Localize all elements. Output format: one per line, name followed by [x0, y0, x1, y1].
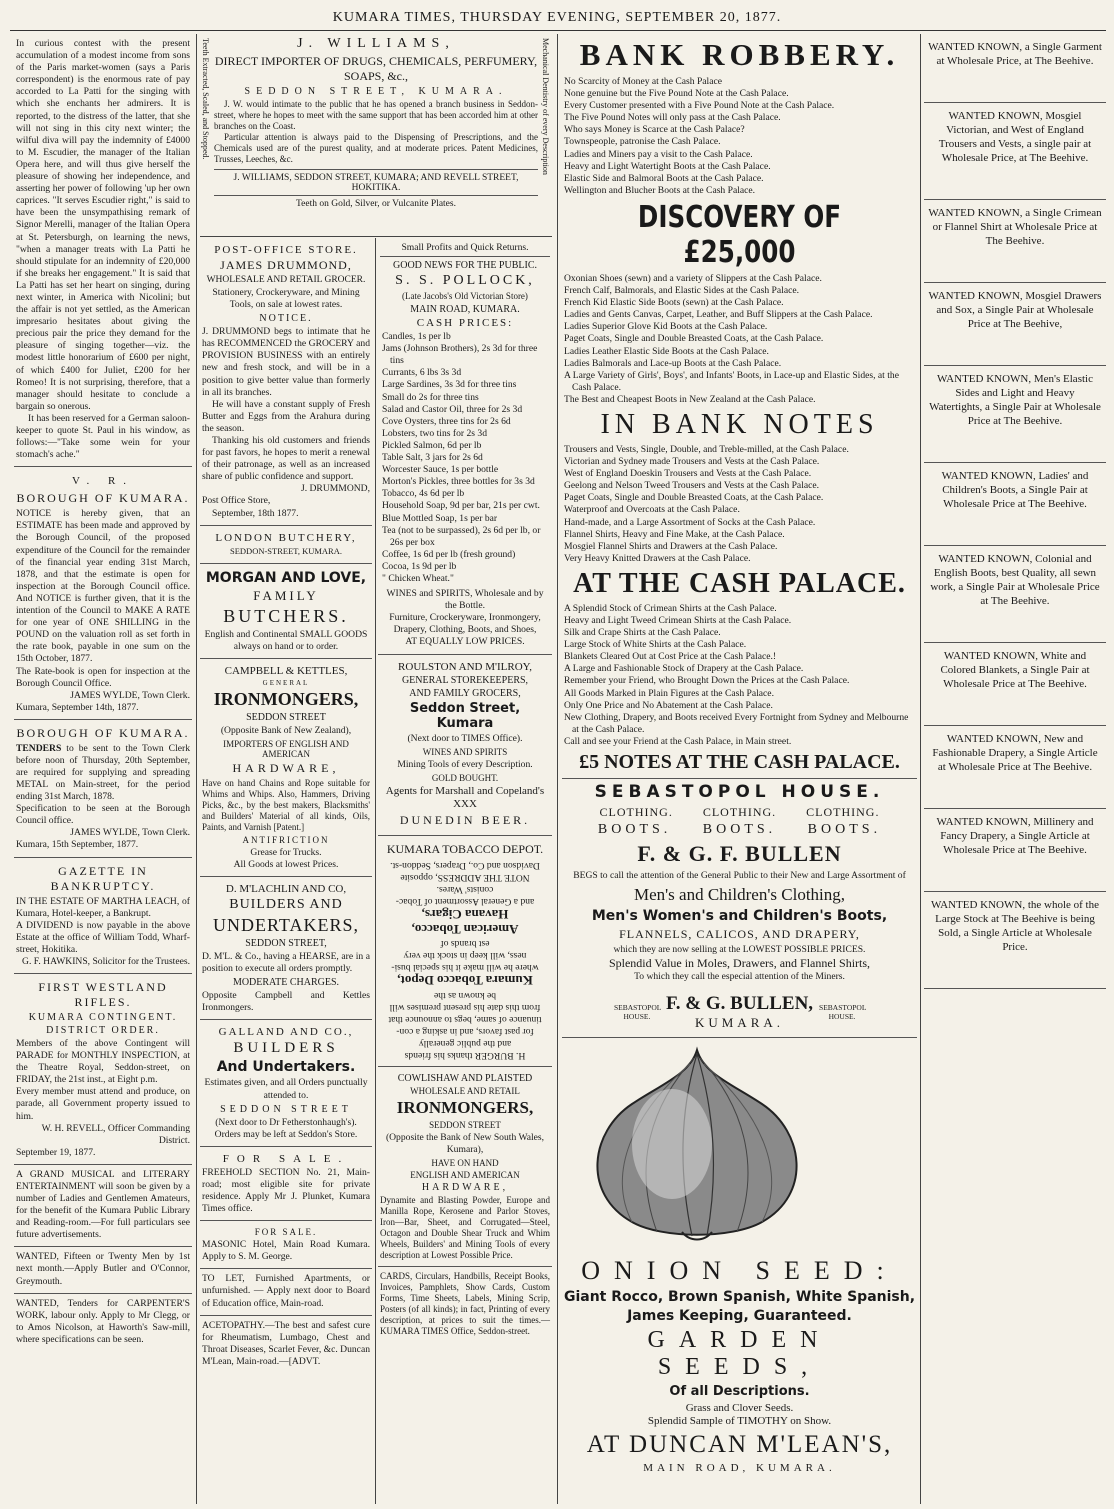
borough-tenders — [14, 720, 192, 858]
column-rule — [920, 34, 921, 1504]
list-item: Townspeople, patronise the Cash Palace. — [564, 136, 721, 148]
ad-body: Small Profits and Quick Returns. — [401, 242, 529, 253]
ad-sub: SEDDON STREET — [246, 711, 326, 723]
ad-sub: BUILDERS — [233, 1040, 339, 1057]
ad-body: WINES and SPIRITS, Wholesale and by the Bottle. — [386, 588, 544, 612]
tobacco-depot-ad — [378, 836, 552, 1067]
ad-sub: IRONMONGERS, — [396, 1097, 534, 1117]
column-4-wanted — [924, 34, 1106, 1504]
morgan-love-ad — [200, 564, 372, 659]
ad-body: He will have a constant supply of Fresh Butter and Eggs from the Arahura during the season. — [202, 398, 370, 434]
ad-body: English and Continental SMALL GOODS always on hand or to order. — [204, 628, 368, 652]
list-item: Heavy and Light Tweed Crimean Shirts at the Cash Palace. — [564, 615, 792, 626]
mclachlin-ad — [200, 877, 372, 1020]
garden-timothy: Splendid Sample of TIMOTHY on Show. — [647, 1415, 832, 1428]
list-item: The Five Pound Notes will only pass at the Cash Palace. — [564, 112, 781, 124]
ad-sub: MAIN ROAD, KUMARA. — [410, 304, 520, 316]
list-item: Blankets Cleared Out at Cost Price at the Cash Palace.! — [564, 651, 777, 663]
ad-body: Mining Tools of every Description. — [397, 758, 533, 770]
ad-sub: HARDWARE, — [232, 760, 340, 775]
list-item: Ladies Superior Glove Kid Boots at the Cash Palace. — [564, 321, 768, 333]
wanted-known-ad: WANTED KNOWN, Millinery and Fancy Drapery, a Single Article at Wholesale Price at The Beehive. — [924, 809, 1106, 892]
list-item: Elastic Side and Balmoral Boots at the Cash Palace. — [564, 172, 764, 184]
column-1 — [14, 34, 192, 1504]
wanted-known-ad: WANTED KNOWN, New and Fashionable Drapery, a Single Article at Wholesale Price at The Beehive. — [924, 726, 1106, 809]
london-butchery-ad — [200, 526, 372, 564]
williams-body: Particular attention is always paid to the Dispensing of Prescriptions, and the Chemicals used are of the purest quality, and at moderate prices. Patent Medicines, Trusses, Leeches, &c. — [214, 132, 538, 164]
wanted-known-ad: WANTED KNOWN, the whole of the Large Stock at The Beehive is being Sold, a Single Article at Wholesale Price. — [924, 892, 1106, 989]
ad-sub: WINES AND SPIRITS — [422, 746, 508, 757]
ad-body: (Opposite Bank of New Zealand), — [220, 724, 352, 736]
duncan-heading: AT DUNCAN M'LEAN'S, — [586, 1431, 893, 1459]
ad-title: GALLAND AND CO., — [218, 1026, 354, 1039]
bullen-miners: To which they call the especial attention of the Miners. — [634, 971, 845, 983]
wanted-known-ad: WANTED KNOWN, Mosgiel Drawers and Sox, a Single Pair at Wholesale Price at The Beehive, — [924, 283, 1106, 366]
ad-body: MASONIC Hotel, Main Road Kumara. Apply to S. M. George. — [202, 1239, 370, 1263]
ad-body: (Next door to TIMES Office). — [407, 732, 523, 744]
for-sale-ad — [200, 1147, 372, 1221]
ad-body: Agents for Marshall and Copeland's XXX — [385, 784, 545, 810]
bullen-mens: Men's and Children's Clothing, — [633, 885, 846, 905]
williams-name: J. WILLIAMS, — [297, 36, 455, 51]
ad-title: KUMARA TOBACCO DEPOT. — [386, 841, 544, 856]
williams-body: J. W. would intimate to the public that he has opened a branch business in Seddon-street, where he hopes to meet with the same support that has been accorded him at other branches on the Coast. — [214, 99, 538, 131]
notice-body: NOTICE is hereby given, that an ESTIMATE has been made and approved by the Borough Council, of the proposed expenditure of the Council for the remainder of the financial year ending 31st March, 1878, and that the estimate is open for inspection at the Borough Council office. And NOTICE is further given, that it is the intention of the Council to MAKE A RATE for one year of ONE SHILLING in the POUND on the valuation roll as set forth in the rate book, payable in one sum on the 15th October, 1877. — [16, 508, 190, 665]
list-item: Oxonian Shoes (sewn) and a variety of Slippers at the Cash Palace. — [564, 272, 822, 284]
ad-sub: IRONMONGERS, — [213, 688, 359, 709]
ad-body: Grease for Trucks. — [250, 846, 322, 858]
list-item: None genuine but the Five Pound Note at the Cash Palace. — [564, 88, 789, 100]
ad-sub: HARDWARE, — [421, 1182, 509, 1194]
list-item: Ladies and Gents Canvas, Carpet, Leather, and Buff Slippers at the Cash Palace. — [564, 309, 873, 321]
wanted-known-ad: WANTED KNOWN, Men's Elastic Sides and Light and Heavy Watertights, a Single Pair at Wholesale Price at The Beehive. — [924, 366, 1106, 463]
list-item: Mosgiel Flannel Shirts and Drawers at the Cash Palace. — [564, 540, 778, 552]
ad-sub: BUILDERS AND — [229, 897, 343, 913]
sebastopol-banner — [562, 993, 917, 1038]
notice-signature: G. F. HAWKINS, Solicitor for the Trustees. — [22, 956, 190, 967]
notice-title: FIRST WESTLAND RIFLES. — [38, 980, 168, 1009]
ad-body: All Goods at lowest Prices. — [233, 858, 339, 870]
ad-sub: DUNEDIN BEER. — [399, 812, 531, 827]
list-item: Remember your Friend, who Brought Down the Prices at the Cash Palace. — [564, 675, 850, 687]
wanted-men-ad: WANTED, Fifteen or Twenty Men by 1st next month.—Apply Butler and O'Connor, Greymouth. — [14, 1247, 192, 1293]
price-item: Tea (not to be surpassed), 2s 6d per lb, or 26s per box — [382, 524, 541, 548]
notice-signature: W. H. REVELL, Officer Commanding District. — [41, 1122, 190, 1146]
ad-sub: IMPORTERS OF ENGLISH AND AMERICAN — [223, 738, 349, 759]
bank-list — [562, 76, 917, 197]
for-sale-masonic-ad — [200, 1221, 372, 1269]
ad-body: Furniture, Crockeryware, Ironmongery, Drapery, Clothing, Boots, and Shoes, — [389, 612, 541, 636]
list-item: Every Customer presented with a Five Pound Note at the Cash Palace. — [564, 100, 835, 112]
ad-sub: GENERAL STOREKEEPERS, — [401, 674, 529, 686]
list-item: Ladies Balmorals and Lace-up Boots at the Cash Palace. — [564, 357, 782, 369]
wanted-known-ad: WANTED KNOWN, White and Colored Blankets, a Single Pair at Wholesale Price at The Beehive. — [924, 643, 1106, 726]
price-item: Worcester Sauce, 1s per bottle — [382, 464, 499, 476]
price-item: Morton's Pickles, three bottles for 3s 3d — [382, 476, 535, 488]
ad-body: Have on hand Chains and Rope suitable for Whims and Whips. Also, Hammers, Driving Picks, &c., by the best makers, Blacksmiths' and Builders' Material of all kinds, Oils, Paints, and Varnish [Patent.] — [202, 777, 370, 832]
duncan-address: MAIN ROAD, KUMARA. — [643, 1462, 836, 1475]
divider — [200, 236, 552, 237]
ad-sub: BUTCHERS. — [223, 605, 349, 626]
list-item: Waterproof and Overcoats at the Cash Palace. — [564, 504, 740, 516]
ad-title: LONDON BUTCHERY, — [215, 531, 357, 544]
price-item: Lobsters, two tins for 2s 3d — [382, 427, 487, 439]
list-item: West of England Doeskin Trousers and Vests at the Cash Palace. — [564, 468, 812, 480]
price-item: Table Salt, 3 jars for 2s 6d — [382, 452, 483, 464]
williams-side-right: Mechanical Dentistry of every Description — [541, 38, 550, 175]
ad-sub: SEDDON STREET — [429, 1119, 501, 1130]
ad-title: GOOD NEWS FOR THE PUBLIC. — [380, 256, 550, 271]
list-item: Trousers and Vests, Single, Double, and Treble-milled, at the Cash Palace. — [564, 443, 849, 455]
bullen-flannels: FLANNELS, CALICOS, AND DRAPERY, — [619, 927, 860, 942]
list-item: All Goods Marked in Plain Figures at the Cash Palace. — [564, 687, 774, 699]
notice-title: GAZETTE IN BANKRUPTCY. — [50, 863, 156, 893]
garden-grass: Grass and Clover Seeds. — [685, 1402, 794, 1415]
boots-line: BOOTS. BOOTS. BOOTS. — [597, 822, 882, 838]
list-item: Call and see your Friend at the Cash Palace, in Main street. — [564, 735, 792, 747]
notice-body: A DIVIDEND is now payable in the above Estate at the office of William Todd, Wharf-street, Hokitika. — [16, 919, 190, 955]
notice-body: The Rate-book is open for inspection at the Borough Council Office. — [16, 665, 190, 689]
article-patti — [14, 34, 192, 467]
vr-crest: V. R. — [71, 475, 135, 488]
column-rule — [557, 34, 558, 1504]
price-item: Tobacco, 4s 6d per lb — [382, 488, 465, 500]
notice-title: BOROUGH OF KUMARA. — [16, 725, 190, 740]
banner-town: KUMARA. — [694, 1015, 785, 1031]
discovery-heading: DISCOVERY OF £25,000 — [637, 199, 842, 270]
price-item: Coffee, 1s 6d per lb (fresh ground) — [382, 548, 516, 560]
masthead: KUMARA TIMES, THURSDAY EVENING, SEPTEMBER 20, 1877. — [332, 10, 782, 25]
to-let-ad: TO LET, Furnished Apartments, or unfurnished. — Apply next door to Board of Education office, Main-road. — [200, 1269, 372, 1315]
clothing-line: CLOTHING. CLOTHING. CLOTHING. — [599, 805, 880, 820]
ad-sub: SEDDON STREET — [220, 1103, 352, 1115]
williams-line: DIRECT IMPORTER OF DRUGS, CHEMICALS, PERFUMERY, SOAPS, &c., — [214, 54, 538, 83]
ad-sub: GENERAL — [262, 678, 310, 687]
ad-sub: GOLD BOUGHT. — [431, 772, 499, 783]
galland-ad — [200, 1020, 372, 1146]
list-item: Only One Price and No Abatement at the Cash Palace. — [564, 699, 773, 711]
onion-illustration — [562, 1044, 832, 1244]
wanted-known-ad: WANTED KNOWN, Colonial and English Boots, best Quality, all sewn work, a Single Pair at Wholesale Price at The Beehive. — [924, 546, 1106, 643]
column-2b — [378, 238, 552, 1504]
ad-body: Stationery, Crockeryware, and Mining Tools, on sale at lowest rates. — [212, 287, 360, 311]
ad-body: J. DRUMMOND begs to intimate that he has RECOMMENCED the GROCERY and PROVISION BUSINESS with an entirely new and fresh stock, and will be in a position to give better value than formerly in all its branches. — [202, 326, 370, 398]
price-item: Household Soap, 9d per bar, 21s per cwt. — [382, 500, 540, 512]
notice-sub: KUMARA CONTINGENT. — [28, 1012, 178, 1023]
bullen-heading: F. & G. F. BULLEN — [637, 841, 842, 867]
list-item: No Scarcity of Money at the Cash Palace — [564, 76, 722, 87]
bank-robbery-heading: BANK ROBBERY. — [579, 37, 900, 72]
discovery-list — [562, 273, 917, 406]
notice-sub: TENDERS — [16, 742, 62, 754]
ad-sub: CASH PRICES: — [416, 317, 514, 330]
onion-keeping: James Keeping, Guaranteed. — [627, 1308, 852, 1325]
list-item: Paget Coats, Single and Double Breasted Coats, at the Cash Palace. — [564, 492, 824, 504]
list-item: Very Heavy Knitted Drawers at the Cash Palace. — [564, 552, 751, 564]
notice-date: Kumara, 15th September, 1877. — [16, 839, 139, 851]
bullen-womens: Men's Women's and Children's Boots, — [591, 908, 888, 925]
notes-list — [562, 444, 917, 565]
wanted-known-ad: WANTED KNOWN, Ladies' and Children's Boots, a Single Pair at Wholesale Price at The Beehive. — [924, 463, 1106, 546]
garden-all: Of all Descriptions. — [669, 1384, 810, 1400]
cash-palace-heading: AT THE CASH PALACE. — [573, 567, 906, 599]
price-item: Currants, 6 lbs 3s 3d — [382, 367, 462, 379]
ad-sub: AND FAMILY GROCERS, — [409, 687, 521, 699]
ad-signature: J. DRUMMOND, — [300, 483, 370, 495]
ad-sub: And Undertakers. — [216, 1059, 356, 1076]
ad-title: ROULSTON AND M'ILROY, — [398, 660, 532, 673]
ad-title: D. M'LACHLIN AND CO, — [225, 883, 347, 896]
list-item: New Clothing, Drapery, and Boots received Every Fortnight from Sydney and Melbourne at the Cash Palace. — [564, 711, 909, 735]
ad-name: JAMES DRUMMOND, — [220, 258, 352, 272]
ad-sub: Seddon Street, Kumara — [409, 700, 521, 731]
ad-body: FREEHOLD SECTION No. 21, Main-road; most eligible site for private residence. Apply Mr J. Plunket, Kumara Times office. — [202, 1166, 370, 1215]
bank-notes-heading: IN BANK NOTES — [600, 408, 879, 440]
bullen-which: which they are now selling at the LOWEST POSSIBLE PRICES. — [613, 944, 866, 956]
masthead-rule — [10, 30, 1106, 31]
onion-seed-heading: ONION SEED: — [581, 1256, 898, 1286]
ad-body: AT EQUALLY LOW PRICES. — [405, 636, 525, 648]
price-item: Small do 2s for three tins — [382, 391, 479, 403]
ad-body: Opposite Campbell and Kettles Ironmongers. — [202, 990, 370, 1014]
list-item: Hand-made, and a Large Assortment of Socks at the Cash Palace. — [564, 516, 816, 528]
list-item: A Splendid Stock of Crimean Shirts at the Cash Palace. — [564, 602, 777, 614]
ad-body: (Next door to Dr Fetherstonhaugh's). — [215, 1116, 357, 1128]
notice-body: IN THE ESTATE OF MARTHA LEACH, of Kumara, Hotel-keeper, a Bankrupt. — [16, 895, 190, 919]
cards-ad: CARDS, Circulars, Handbills, Receipt Books, Invoices, Pamphlets, Show Cards, Custom Forms, Time Sheets, Labels, Mining Scrip, Posters (of all kinds); in fact, Printing of every description, at prices to suit the times.—KUMARA TIMES Office, Seddon-street. — [380, 1271, 550, 1337]
sebastopol-heading: SEBASTOPOL HOUSE. — [594, 782, 885, 803]
notice-signature: JAMES WYLDE, Town Clerk. — [70, 827, 190, 839]
column-rule — [196, 34, 197, 1504]
price-item: Candles, 1s per lb — [382, 331, 451, 343]
article-text: It has been reserved for a German saloon-keeper to quote St. Paul in his window, as follows:—"Take some wein for your stomach's ache." — [16, 412, 190, 461]
borough-notice — [14, 467, 192, 720]
ad-sub: HAVE ON HAND — [431, 1158, 499, 1169]
williams-side-left: Teeth Extracted, Scaled, and Stopped. — [201, 38, 210, 160]
ad-body: Orders may be left at Seddon's Store. — [214, 1128, 358, 1140]
price-item: Blue Mottled Soap, 1s per bar — [382, 512, 498, 524]
notice-body: to be sent to the Town Clerk before noon of Thursday, 20th September, are required for supplying and spreading METAL on Main-street, for the period ending 31st March, 1878. — [16, 742, 190, 803]
list-item: Flannel Shirts, Heavy and Fine Make, at the Cash Palace. — [564, 528, 785, 540]
list-item: Paget Coats, Single and Double Breasted Coats, at the Cash Palace. — [564, 333, 824, 345]
ad-body: (Opposite the Bank of New South Wales, Kumara), — [385, 1131, 545, 1156]
ad-name: S. S. POLLOCK, — [395, 273, 535, 289]
banner-left: SEBASTOPOL HOUSE. — [613, 1003, 662, 1022]
ad-sub: ENGLISH AND AMERICAN — [410, 1170, 520, 1181]
list-item: Who says Money is Scarce at the Cash Palace? — [564, 124, 745, 136]
garden-seeds-heading: GARDEN SEEDS, — [647, 1327, 832, 1381]
ad-body: Estimates given, and all Orders punctually attended to. — [204, 1077, 368, 1101]
cowlishaw-ad — [378, 1067, 552, 1267]
price-item: " Chicken Wheat." — [382, 572, 454, 584]
ad-sub: WHOLESALE AND RETAIL — [410, 1085, 520, 1096]
acetopathy-ad: ACETOPATHY.—The best and safest cure for Rheumatism, Lumbago, Chest and Throat Diseases, Scarlet Fever, &c. Duncan M'Lean, Main-road.—[ADVT. — [202, 1319, 370, 1367]
list-item: Ladies Leather Elastic Side Boots at the Cash Palace. — [564, 345, 769, 357]
column-rule — [375, 238, 376, 1504]
list-item: Ladies and Miners pay a visit to the Cash Palace. — [564, 148, 753, 160]
price-list — [380, 331, 550, 585]
palace-list — [562, 603, 917, 748]
price-item: Salad and Castor Oil, three for 2s 3d — [382, 403, 523, 415]
rifles-notice — [14, 974, 192, 1165]
list-item: Geelong and Nelson Tweed Trousers and Vests at the Cash Palace. — [564, 480, 820, 492]
williams-teeth: Teeth on Gold, Silver, or Vulcanite Plates. — [214, 195, 538, 209]
column-2a — [200, 238, 372, 1504]
roulston-ad — [378, 655, 552, 836]
banner-center — [666, 993, 813, 1031]
banner-right: SEBASTOPOL HOUSE. — [819, 1003, 867, 1022]
notice-signature: JAMES WYLDE, Town Clerk. — [70, 689, 190, 701]
ad-title: COWLISHAW AND PLAISTED — [397, 1072, 533, 1084]
notice-body: Every member must attend and produce, on parade, all Government property issued to him. — [16, 1086, 190, 1122]
williams-ad — [214, 34, 538, 234]
price-item: Large Sardines, 3s 3d for three tins — [382, 379, 517, 391]
ad-sub: ANTIFRICTION — [242, 834, 330, 845]
list-item: French Kid Elastic Side Boots (sewn) at the Cash Palace. — [564, 297, 784, 309]
ad-body: D. M'L. & Co., having a HEARSE, are in a position to execute all orders promptly. — [202, 951, 370, 975]
ad-title: MORGAN AND LOVE, — [205, 569, 367, 586]
list-item: A Large Variety of Girls', Boys', and Infants' Boots, in Lace-up and Elastic Sides, at the Cash Palace. — [564, 369, 899, 393]
ad-sub: FAMILY — [253, 587, 319, 603]
price-item: Cove Oysters, three tins for 2s 6d — [382, 415, 511, 427]
list-item: Large Stock of White Shirts at the Cash Palace. — [564, 639, 747, 651]
notice-body: Members of the above Contingent will PARADE for MONTHLY INSPECTION, at the Theatre Royal, Seddon-street, on FRIDAY, the 21st inst., at Eight p.m. — [16, 1038, 190, 1086]
ad-sub: MODERATE CHARGES. — [232, 977, 340, 989]
price-item: Cocoa, 1s 9d per lb — [382, 560, 457, 572]
ad-sub: SEDDON STREET, — [245, 938, 327, 950]
ad-sub: WHOLESALE AND RETAIL GROCER. — [206, 275, 366, 285]
gazette-bankruptcy — [14, 858, 192, 974]
article-text: In curious contest with the present accumulation of a modest income from sons of the Paris market-women (says a Paris correspondent) is the enormous rate of pay accorded to La Patti for the singing with which she enchants her admirers. It is reported, to the distress of the latter, that she will not sing in this city next winter; the wilful diva will pay the indemnity of £4000 to M. Escudier, the manager of the Italian Opera here, and will thus give herself the pleasure of showing her independence, and asserting her power of following 'up her own caprices. "It serves Escudier right," is said to have been the unsympathising remark of Signor Merelli, manager of the Italian Opera at St. Petersburgh, on learning the news, "when a manager treats with La Patti he should stipulate for an indemnity of £20,000 if she breaks her engagement." It is said that La Patti has set her heart on singing, during next winter, in America with Nicolini; but the affair is not yet settled, as the American impresario hesitates about giving the precious pair the price they demand for the pleasure of singing together—viz. the modest little honorarium of £600 per night, of which £400 for Juliet, £200 for her Romeo! It is not surprising, therefore, that a manager should hesitate to conclude a bargain so onerous. — [16, 38, 190, 412]
inverted-text-block: H. BURGER thanks his friends and the public generally for past favors, and in asking a con- tinuance of same, begs to announce that from this date his present premises will be known as the Kumara Tobacco Depot, where he will make it his special busi- ness, will keep in stock the very est brands of American Tobacco, Havana Cigars, and a General Assortment of Tobac- conists' Wares. NOTE THE ADDRESS, opposite Davidson and Co., Drapers, Seddon-st. — [388, 859, 542, 1061]
ad-body: Dynamite and Blasting Powder, Europe and Manilla Rope, Kerosene and Parlor Stoves, Iron—Bar, Sheet, and Corrugated—Steel, Octagon and Double Shear Truck and Whim Wheels, Builders' and Mining Tools of every description at Lowest Possible Price. — [380, 1195, 550, 1261]
bullen-splendid: Splendid Value in Moles, Drawers, and Flannel Shirts, — [608, 956, 871, 971]
price-item: Jams (Johnson Brothers), 2s 3d for three tins — [382, 343, 538, 367]
ad-title: POST-OFFICE STORE. — [214, 244, 358, 256]
banner-name: F. & G. BULLEN, — [665, 993, 814, 1015]
williams-footer: J. WILLIAMS, SEDDON STREET, KUMARA; AND REVELL STREET, HOKITIKA. — [214, 169, 538, 193]
onion-varieties: Giant Rocco, Brown Spanish, White Spanish, — [563, 1289, 916, 1306]
list-item: A Large and Fashionable Stock of Drapery at the Cash Palace. — [564, 663, 804, 675]
ad-title: FOR SALE. — [222, 1152, 350, 1165]
five-notes-heading: £5 NOTES AT THE CASH PALACE. — [562, 751, 917, 779]
williams-address: SEDDON STREET, KUMARA. — [244, 86, 508, 97]
notice-date: Kumara, September 14th, 1877. — [16, 701, 139, 713]
ad-sub: NOTICE. — [259, 313, 313, 325]
list-item: French Calf, Balmorals, and Elastic Sides at the Cash Palace. — [564, 285, 799, 297]
drummond-ad — [200, 238, 372, 526]
ad-sub: UNDERTAKERS, — [213, 915, 359, 936]
ad-body: (Late Jacobs's Old Victorian Store) — [402, 291, 528, 302]
ad-sub: SEDDON-STREET, KUMARA. — [230, 545, 342, 556]
pollock-ad — [378, 238, 552, 655]
bullen-body: BEGS to call the attention of the General Public to their New and Large Assortment of — [573, 870, 906, 882]
musical-ad: A GRAND MUSICAL and LITERARY ENTERTAINMENT will soon be given by a number of Ladies and Gentlemen Amateurs, for the benefit of the Kumara Public Library and Reading-room.—For full particulars see future advertisements. — [14, 1165, 192, 1248]
list-item: Wellington and Blucher Boots at the Cash Palace. — [564, 184, 756, 196]
wanted-known-ad: WANTED KNOWN, a Single Garment at Wholesale Price, at The Beehive. — [924, 34, 1106, 103]
ad-body: Thanking his old customers and friends for past favors, he hopes to merit a renewal of their patronage, as well as an increased share of public confidence and support. — [202, 435, 370, 483]
list-item: The Best and Cheapest Boots in New Zealand at the Cash Palace. — [564, 393, 816, 405]
column-3 — [562, 34, 917, 1504]
price-item: Pickled Salmon, 6d per lb — [382, 439, 482, 451]
list-item: Heavy and Light Watertight Boots at the Cash Palace. — [564, 160, 771, 172]
wanted-tenders-ad: WANTED, Tenders for CARPENTER'S WORK, labour only. Apply to Mr Clegg, or to Amos Nicolson, at Haworth's Saw-mill, where specifications can be seen. — [16, 1297, 190, 1345]
ad-title: CAMPBELL & KETTLES, — [224, 664, 348, 677]
ad-title: FOR SALE. — [254, 1227, 318, 1238]
notice-body: Specification to be seen at the Borough Council office. — [16, 803, 190, 827]
notice-sub: DISTRICT ORDER. — [46, 1025, 160, 1036]
notice-date: September 19, 1877. — [16, 1146, 96, 1158]
campbell-kettles-ad — [200, 659, 372, 877]
wanted-known-ad: WANTED KNOWN, Mosgiel Victorian, and West of England Trousers and Vests, a single pair at Wholesale Price, at The Beehive. — [924, 103, 1106, 200]
list-item: Victorian and Sydney made Trousers and Vests at the Cash Palace. — [564, 456, 820, 468]
list-item: Silk and Crape Shirts at the Cash Palace. — [564, 627, 721, 639]
notice-title: BOROUGH OF KUMARA. — [16, 491, 190, 506]
ad-date: September, 18th 1877. — [212, 507, 299, 519]
wanted-known-ad: WANTED KNOWN, a Single Crimean or Flannel Shirt at Wholesale Price at The Beehive. — [924, 200, 1106, 283]
ad-body: Post Office Store, — [202, 495, 271, 507]
